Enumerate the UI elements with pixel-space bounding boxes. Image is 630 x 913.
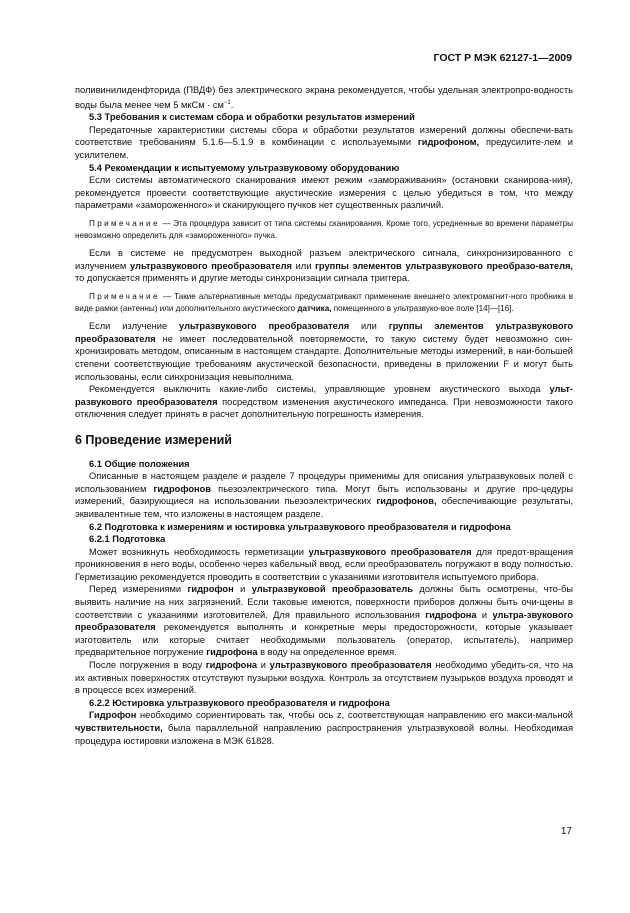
paragraph-5-4-b: Если в системе не предусмотрен выходной разъем электрического сигнала, синхронизированного с излучением ультразвукового преобразователя или группы элементов ультразвукового преобразо-вателя, то допускается применять и другие методы синхронизации сигнала триггера. bbox=[75, 248, 573, 284]
paragraph-5-4-d: Рекомендуется выключить какие-либо системы, управляющие уровнем акустического выхода ульт-развукового преобразователя посредством изменения акустического импеданса. При невозможности такого отключения следует принять в расчет дополнительную погрешность измерения. bbox=[75, 384, 573, 420]
paragraph-6-2-2: Гидрофон необходимо сориентировать так, чтобы ось z, соответствующая направлению его макси-мальной чувствительности, была параллельной направлению распространения ультразвуковой волны. Необходимая процедура юстировки изложена в МЭК 61828. bbox=[75, 710, 573, 746]
paragraph-6-2-1-c: После погружения в воду гидрофона и ультразвукового преобразователя необходимо убедить-ся, что на их активных поверхностях отсутствуют пузырьки воздуха. Контроль за отсутствием пузырьков воздуха проводят и в процессе всех измерений. bbox=[75, 660, 573, 696]
heading-6-1: 6.1 Общие положения bbox=[89, 458, 190, 469]
paragraph-continuation: поливинилиденфторида (ПВДФ) без электрического экрана рекомендуется, чтобы удельная электропро-водность воды была менее чем 5 мкСм · $см^{-1}$. bbox=[75, 85, 573, 110]
page-content bbox=[75, 84, 573, 747]
page-number: 17 bbox=[560, 826, 572, 837]
document-header: ГОСТ Р МЭК 62127-1—2009 bbox=[433, 52, 572, 64]
heading-5-4: 5.4 Рекомендации к испытуемому ультразвуковому оборудованию bbox=[89, 162, 400, 173]
note-2: Примечание — Такие альтернативные методы предусматривают применение внешнего электромагнит-ного пробника в виде рамки (антенны) или дополнительного акустического датчика, помещенного в ультразвуко-вое поле [14]—[16]. bbox=[75, 292, 573, 313]
paragraph-5-4-a: Если системы автоматического сканирования имеют режим «замораживания» (остановки сканирова-ния), рекомендуется провести соответствующие акустические измерения с целью убедиться в том, что между параметрами «замороженного» и сканирующего пучков нет существенных различий. bbox=[75, 175, 573, 211]
paragraph-5-3: Передаточные характеристики системы сбора и обработки результатов измерений должны обеспечи-вать соответствие требованиям 5.1.6—5.1.9 в комбинации с используемыми гидрофоном, предусилите-лем и усилителем. bbox=[75, 124, 573, 161]
paragraph-6-1: Описанные в настоящем разделе и разделе 7 процедуры применимы для описания ультразвуковых полей с использованием гидрофонов пьезоэлектрического типа. Могут быть использованы и другие про-цедуры измерений, базирующиеся на использовании пьезоэлектрических гидрофонов, обеспечивающие результаты, эквивалентные тем, что изложены в настоящем разделе. bbox=[75, 471, 573, 519]
heading-5-3: 5.3 Требования к системам сбора и обработки результатов измерений bbox=[89, 112, 415, 123]
heading-6-2-2: 6.2.2 Юстировка ультразвукового преобразователя и гидрофона bbox=[89, 697, 390, 708]
heading-6-2-1: 6.2.1 Подготовка bbox=[89, 534, 166, 545]
heading-6-2: 6.2 Подготовка к измерениям и юстировка ультразвукового преобразователя и гидрофона bbox=[89, 521, 511, 532]
paragraph-6-2-1-a: Может возникнуть необходимость герметизации ультразвукового преобразователя для предот-вращения проникновения в него воды, особенно через кабельный ввод, если преобразователь погружают в воду полностью. Герметизацию рекомендуется проводить в соответствии с указаниями изготовителя испытуемого прибора. bbox=[75, 546, 573, 582]
heading-6: 6 Проведение измерений bbox=[75, 432, 232, 447]
paragraph-6-2-1-b: Перед измерениями гидрофон и ультразвуковой преобразователь должны быть осмотрены, что-бы выявить наличие на них загрязнений. Если таковые имеются, поверхности приборов должны быть очи-щены в соответствии с указаниями изготовителей. Для правильного использования гидрофона и ультра-звукового преобразователя рекомендуется выполнять и конкретные меры предосторожности, которые указывает изготовитель или которые считает необходимыми пользователь (оператор, испытатель), например предварительное погружение гидрофона в воду на определенное время. bbox=[75, 584, 574, 658]
note-1: Примечание — Эта процедура зависит от типа системы сканирования. Кроме того, усредненные во времени параметры невозможно определить для «замороженного» пучка. bbox=[75, 219, 573, 240]
paragraph-5-4-c: Если излучение ультразвукового преобразователя или группы элементов ультразвукового преобразователя не имеет последовательной повторяемости, то такую систему будет невозможно син-хронизировать методом, описанным в настоящем стандарте. Дополнительные методы измерений, в наи-большей степени соответствующие требованиям акустической безопасности, приведены в приложении F и могут быть использованы, если синхронизация невыполнима. bbox=[75, 321, 574, 382]
